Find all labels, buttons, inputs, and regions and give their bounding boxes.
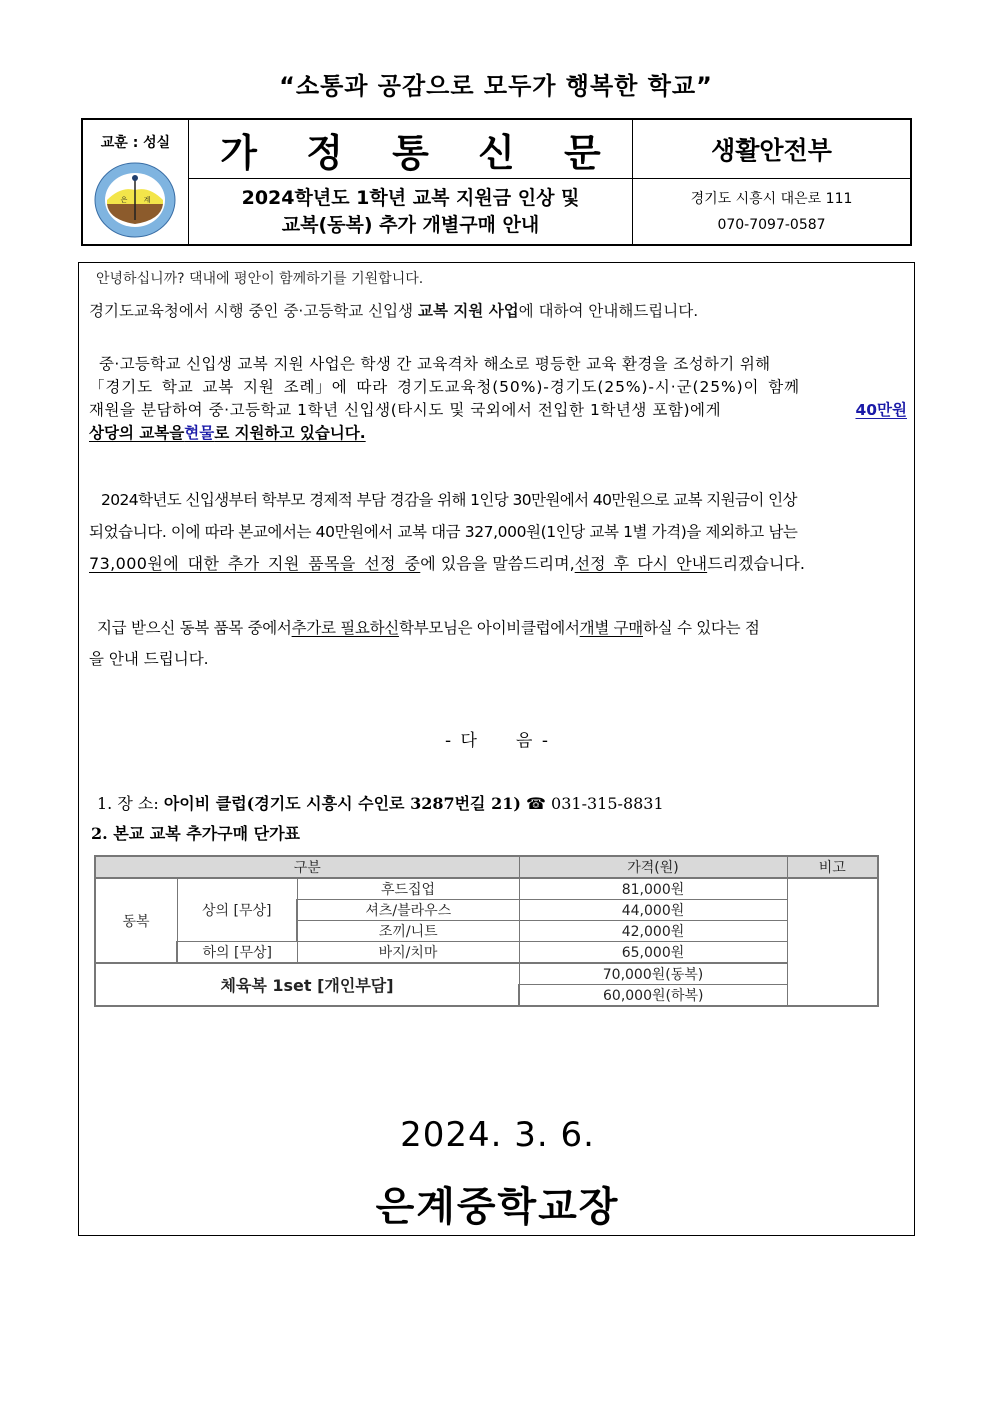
- para2-line-1-text: 중·고등학교 신입생 교복 지원 사업은 학생 간 교육격차 해소로 평등한 교육 환경을 조성하기 위해: [99, 355, 771, 373]
- item-price: 42,000원: [519, 921, 787, 942]
- header-left-cell: [83, 120, 189, 244]
- para4-line-2: [89, 648, 907, 670]
- para4-line-1-b: 학부모님은 아이비클럽에서: [398, 619, 580, 637]
- para3-line-2: [89, 521, 907, 543]
- item-location: [97, 791, 664, 814]
- subtitle-cell: [189, 179, 633, 244]
- intro-paragraph: [89, 299, 907, 321]
- intro-text-b: 에 대하여 안내해드립니다.: [518, 302, 699, 320]
- school-motto-banner: “소통과 공감으로 모두가 행복한 학교”: [279, 72, 713, 100]
- header-price: 가격(원): [519, 856, 787, 878]
- title-cell: [189, 120, 633, 179]
- newsletter-header: [81, 118, 912, 246]
- lower-label: 하의 [무상]: [177, 942, 297, 964]
- details-heading: - 다 음 -: [445, 731, 550, 751]
- issue-date: 2024. 3. 6.: [400, 1115, 595, 1155]
- para4-line-1-c: 하실 수 있다는 점: [642, 619, 760, 637]
- pe-label: 체육복 1set [개인부담]: [95, 963, 519, 1006]
- para4-line-1: [97, 617, 907, 639]
- para2-line-4-b: 로 지원하고 있습니다.: [214, 424, 366, 442]
- table-row-pe: [95, 963, 878, 985]
- item-price: 65,000원: [519, 942, 787, 964]
- table-header-row: [95, 856, 878, 878]
- logo-char-left: 은: [120, 196, 128, 204]
- header-note: 비고: [787, 856, 878, 878]
- para2-line-4-a: 상당의 교복을: [89, 424, 185, 442]
- group-winter: 동복: [95, 878, 177, 963]
- item-name: 조끼/니트: [297, 921, 519, 942]
- upper-label: 상의 [무상]: [177, 878, 297, 942]
- principal-signature: 은계중학교장: [375, 1184, 620, 1230]
- para2-line-3-text: 재원을 분담하여 중·고등학교 1학년 신입생(타시도 및 국외에서 전입한 1학년생 포함)에게: [89, 401, 722, 419]
- para4-line-1-a: 지급 받으신 동복 품목 중에서: [97, 619, 292, 637]
- location-value: 아이비 클럽(경기도 시흥시 수인로 3287번길 21): [163, 794, 521, 813]
- para2-line-3: [89, 399, 907, 421]
- subtitle-line-2: 교복(동복) 추가 개별구매 안내: [281, 213, 540, 236]
- logo-char-right: 계: [143, 196, 151, 204]
- letter-body: [78, 262, 915, 1236]
- intro-bold: 교복 지원 사업: [418, 302, 519, 320]
- pe-price-winter: 70,000원(동복): [519, 963, 787, 985]
- contact-cell: [633, 179, 910, 244]
- para3-underline-2: 선정 후 다시 안내: [574, 554, 708, 573]
- table-row: [95, 942, 878, 964]
- item-price-table-title: 2. 본교 교복 추가구매 단가표: [91, 824, 301, 843]
- highlight-in-kind: 현물: [184, 424, 215, 442]
- item-price: 81,000원: [519, 878, 787, 900]
- item-name: 바지/치마: [297, 942, 519, 964]
- school-phone: 070-7097-0587: [717, 216, 826, 233]
- school-emblem-icon: [93, 160, 177, 240]
- location-label: 1. 장 소:: [97, 794, 164, 813]
- note-cell: [787, 878, 878, 1006]
- school-address: 경기도 시흥시 대은로 111: [690, 190, 853, 207]
- para4-line-2-text: 을 안내 드립니다.: [89, 650, 209, 668]
- para4-underline-2: 개별 구매: [579, 619, 643, 637]
- telephone-icon: ☎: [526, 794, 546, 813]
- para3-line-3: [89, 553, 907, 575]
- price-table: [94, 855, 879, 1007]
- para3-line-3-mid: 에 있음을 말씀드리며,: [420, 554, 575, 573]
- para2-line-2: [89, 376, 907, 398]
- highlight-40man-won: 40만원: [855, 401, 907, 419]
- item-name: 셔츠/블라우스: [297, 900, 519, 921]
- table-row: [95, 878, 878, 900]
- subtitle-line-1: 2024학년도 1학년 교복 지원금 인상 및: [241, 186, 580, 209]
- department-name: 생활안전부: [633, 120, 910, 179]
- header-category: 구분: [95, 856, 519, 878]
- para3-line-1: [101, 489, 907, 511]
- para3-line-3-end: 드리겠습니다.: [707, 554, 805, 573]
- greeting: 안녕하십니까? 댁내에 평안이 함께하기를 기원합니다.: [96, 271, 424, 287]
- intro-text-a: 경기도교육청에서 시행 중인 중·고등학교 신입생: [89, 302, 419, 320]
- document-title: 가 정 통 신 문: [220, 130, 619, 175]
- school-motto-label: 교훈 : 성실: [100, 135, 171, 151]
- para3-line-1-text: 2024학년도 신입생부터 학부모 경제적 부담 경감을 위해 1인당 30만원에서 40만원으로 교복 지원금이 인상: [101, 491, 797, 509]
- para3-line-2-text: 되었습니다. 이에 따라 본교에서는 40만원에서 교복 대금 327,000원(1인당 교복 1별 가격)을 제외하고 남는: [89, 523, 798, 541]
- location-phone: 031-315-8831: [551, 794, 664, 813]
- para2-line-4: [89, 422, 907, 444]
- pe-price-summer: 60,000원(하복): [519, 985, 787, 1007]
- item-name: 후드집업: [297, 878, 519, 900]
- para3-underline-1: 73,000원에 대한 추가 지원 품목을 선정 중: [89, 554, 421, 573]
- para2-line-2-text: 「경기도 학교 교복 지원 조례」에 따라 경기도교육청(50%)-경기도(25%)-시·군(25%)이 함께: [89, 378, 800, 396]
- item-price: 44,000원: [519, 900, 787, 921]
- para4-underline-1: 추가로 필요하신: [291, 619, 399, 637]
- para2-line-1: [99, 353, 907, 375]
